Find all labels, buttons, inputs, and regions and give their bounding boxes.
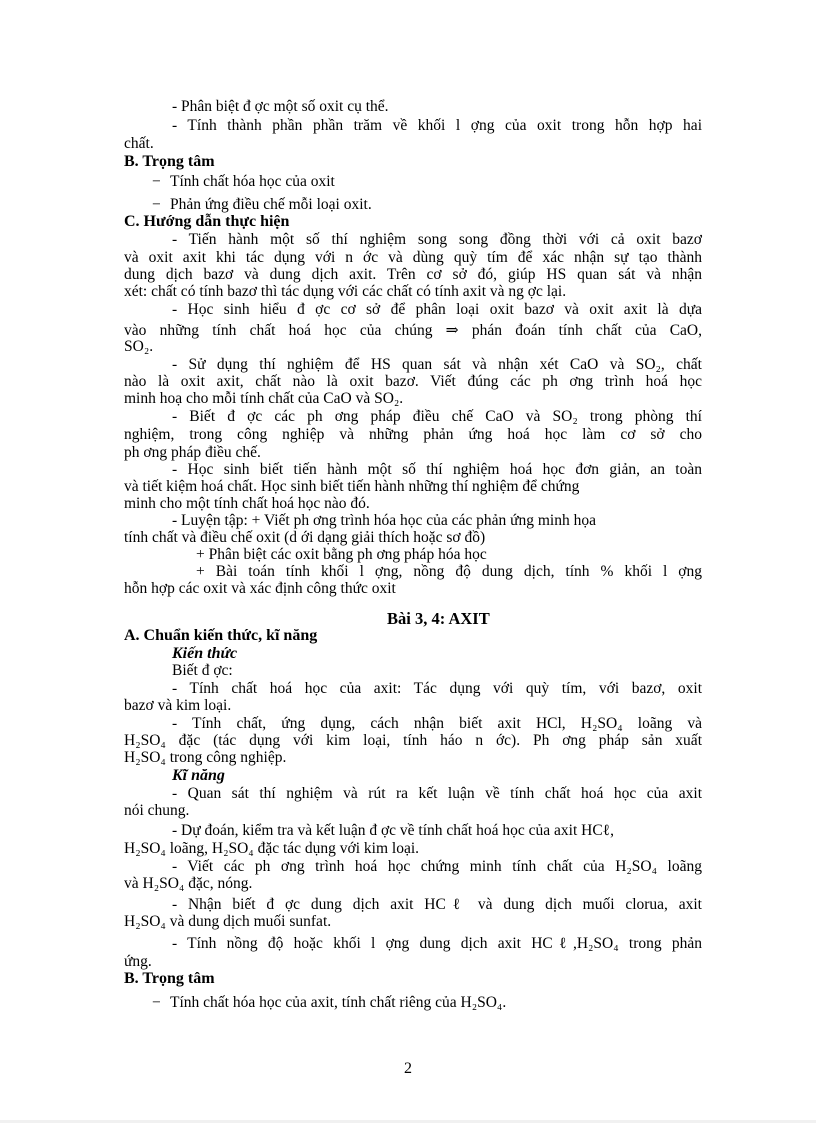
text-line: + Phân biệt các oxit bằng ph ơng pháp hóa học	[196, 546, 487, 563]
text-line: dung dịch bazơ và dung dịch axit. Trên cơ sở đó, giúp HS quan sát và nhận	[124, 266, 702, 283]
text-line: - Học sinh hiểu đ ợc cơ sở để phân loại oxit bazơ và oxit axit là dựa	[172, 301, 702, 318]
text-line: bazơ và kim loại.	[124, 697, 232, 714]
text-line: - Sử dụng thí nghiệm để HS quan sát và nhận xét CaO và SO₂, chất	[172, 356, 702, 373]
bullet-text: Tính chất hóa học của oxit	[170, 173, 335, 190]
text-line: vào những tính chất hoá học của chúng ⇒ phán đoán tính chất của CaO,	[124, 322, 702, 339]
dash-bullet-icon: −	[152, 196, 161, 213]
page-number: 2	[404, 1060, 412, 1077]
dash-bullet-icon: −	[152, 994, 161, 1011]
text-line: hỗn hợp các oxit và xác định công thức oxit	[124, 580, 396, 597]
text-line: H₂SO₄ và dung dịch muối sunfat.	[124, 913, 332, 930]
text-line: chất.	[124, 135, 154, 152]
text-line: ứng.	[124, 953, 152, 970]
bullet-item	[152, 994, 506, 1012]
lesson-name: AXIT	[448, 609, 490, 628]
text-line: nào là oxit axit, chất nào là oxit bazơ. Viết đúng các ph ơng trình hoá học	[124, 373, 702, 390]
section-heading: C. Hướng dẫn thực hiện	[124, 213, 290, 230]
text-line: và H₂SO₄ đặc, nóng.	[124, 875, 253, 892]
text-line: - Nhận biết đ ợc dung dịch axit HCℓ và dung dịch muối clorua, axit	[172, 896, 702, 913]
section-heading: B. Trọng tâm	[124, 153, 215, 170]
text-line: - Phân biệt đ ợc một số oxit cụ thể.	[172, 98, 389, 115]
text-line: và oxit axit khi tác dụng với n ớc và dùng quỳ tím để xác nhận sự tạo thành	[124, 249, 702, 266]
bullet-text: Tính chất hóa học của axit, tính chất riêng của H₂SO₄.	[170, 994, 507, 1011]
text-line: - Luyện tập: + Viết ph ơng trình hóa học của các phản ứng minh họa	[172, 512, 596, 529]
section-heading: A. Chuẩn kiến thức, kĩ năng	[124, 627, 318, 644]
text-line: - Học sinh biết tiến hành một số thí nghiệm hoá học đơn giản, an toàn	[172, 461, 702, 478]
bullet-item	[152, 173, 335, 191]
bullet-item	[152, 196, 372, 214]
subsection-heading: Kĩ năng	[172, 767, 225, 784]
text-line: nói chung.	[124, 802, 190, 819]
text-line: + Bài toán tính khối l ợng, nồng độ dung dịch, tính % khối l ợng	[196, 563, 702, 580]
subsection-heading: Kiến thức	[172, 645, 238, 662]
text-line: H₂SO₄ trong công nghiệp.	[124, 749, 287, 766]
text-line: - Tính chất hoá học của axit: Tác dụng với quỳ tím, với bazơ, oxit	[172, 680, 702, 697]
text-line: - Tính nồng độ hoặc khối l ợng dung dịch axit HCℓ,H₂SO₄ trong phản	[172, 935, 702, 952]
text-line: xét: chất có tính bazơ thì tác dụng với các chất có tính axit và ng ợc lại.	[124, 283, 567, 300]
text-line: nghiệm, trong công nghiệp và những phản ứng hoá học làm cơ sở cho	[124, 426, 702, 443]
text-line: - Tính chất, ứng dụng, cách nhận biết axit HCl, H₂SO₄ loãng và	[172, 715, 702, 732]
text-line: H₂SO₄ đặc (tác dụng với kim loại, tính háo n ớc). Ph ơng pháp sản xuất	[124, 732, 702, 749]
lesson-title	[387, 610, 490, 628]
text-line: Biết đ ợc:	[172, 662, 233, 679]
text-line: tính chất và điều chế oxit (d ới dạng giải thích hoặc sơ đồ)	[124, 529, 486, 546]
text-line: và tiết kiệm hoá chất. Học sinh biết tiến hành những thí nghiệm để chứng	[124, 478, 580, 495]
lesson-number: Bài 3, 4:	[387, 609, 446, 628]
text-line: - Quan sát thí nghiệm và rút ra kết luận về tính chất hoá học của axit	[172, 785, 702, 802]
text-line: minh hoạ cho mỗi tính chất của CaO và SO₂.	[124, 390, 404, 407]
bullet-text: Phản ứng điều chế mỗi loại oxit.	[170, 196, 372, 213]
text-line: H₂SO₄ loãng, H₂SO₄ đặc tác dụng với kim loại.	[124, 840, 419, 857]
text-line: ph ơng pháp điều chế.	[124, 444, 261, 461]
text-line: minh cho một tính chất hoá học nào đó.	[124, 495, 370, 512]
section-heading: B. Trọng tâm	[124, 970, 215, 987]
text-line: - Tiến hành một số thí nghiệm song song đồng thời với cả oxit bazơ	[172, 231, 702, 248]
text-line: - Viết các ph ơng trình hoá học chứng minh tính chất của H₂SO₄ loãng	[172, 858, 702, 875]
text-line: - Tính thành phần phần trăm về khối l ợng của oxit trong hỗn hợp hai	[172, 117, 702, 134]
text-line: SO₂.	[124, 338, 154, 355]
text-line: - Dự đoán, kiểm tra và kết luận đ ợc về tính chất hoá học của axit HCℓ,	[172, 822, 614, 839]
text-line: - Biết đ ợc các ph ơng pháp điều chế CaO và SO₂ trong phòng thí	[172, 408, 702, 425]
dash-bullet-icon: −	[152, 173, 161, 190]
